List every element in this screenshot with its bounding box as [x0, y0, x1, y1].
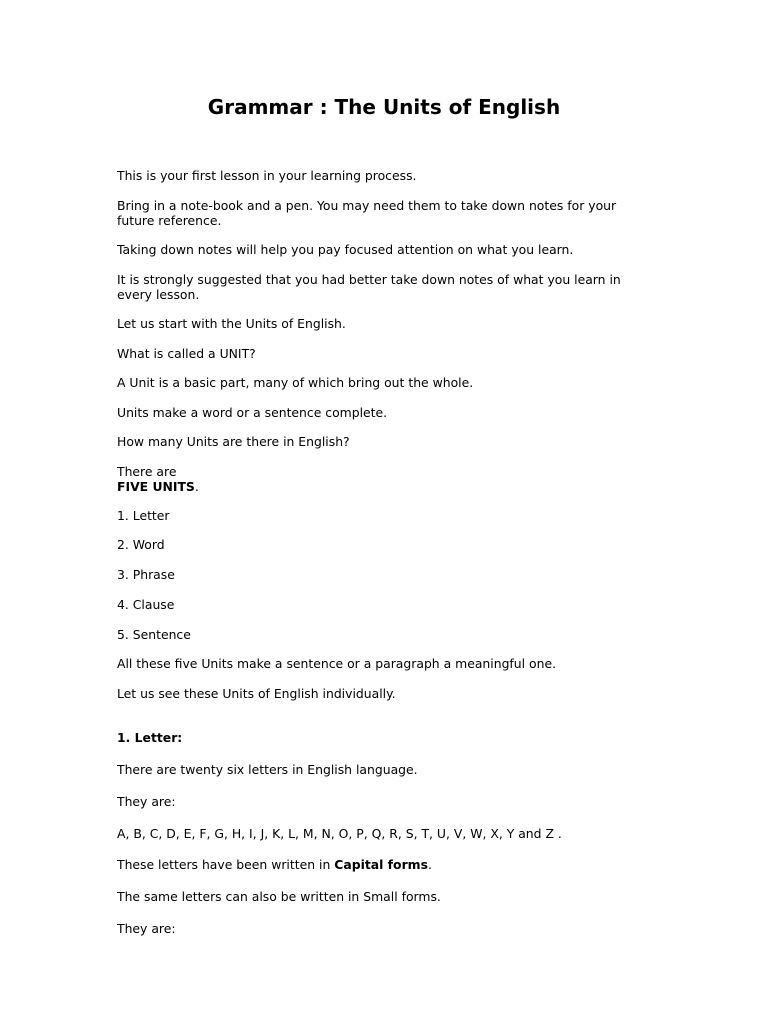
paragraph-there-are-five: [117, 464, 657, 494]
paragraph-line: It is strongly suggested that you had better take down notes of what you learn in: [117, 272, 621, 287]
paragraph-unit-definition: A Unit is a basic part, many of which bring out the whole.: [117, 375, 474, 390]
paragraph-see-individually: Let us see these Units of English individually.: [117, 686, 396, 701]
paragraph-they-are-2: They are:: [117, 921, 176, 936]
paragraph-suggestion: [117, 272, 657, 302]
paragraph-notes-attention: Taking down notes will help you pay focused attention on what you learn.: [117, 242, 574, 257]
paragraph-capital-forms: [117, 857, 657, 872]
paragraph-they-are: They are:: [117, 794, 176, 809]
paragraph-start-units: Let us start with the Units of English.: [117, 316, 346, 331]
paragraph-units-complete: Units make a word or a sentence complete.: [117, 405, 388, 420]
punctuation: .: [194, 479, 199, 494]
paragraph-line: [117, 479, 657, 494]
section-heading-letter: 1. Letter:: [117, 730, 183, 745]
paragraph-five-units-meaning: All these five Units make a sentence or a paragraph a meaningful one.: [117, 656, 557, 671]
paragraph-twenty-six-letters: There are twenty six letters in English language.: [117, 762, 418, 777]
paragraph-line: future reference.: [117, 213, 222, 228]
paragraph-notebook: [117, 198, 657, 228]
page-title: Grammar : The Units of English: [207, 95, 561, 119]
paragraph-line: every lesson.: [117, 287, 200, 302]
list-item-clause: 4. Clause: [117, 597, 175, 612]
list-item-sentence: 5. Sentence: [117, 627, 191, 642]
paragraph-first-lesson: This is your first lesson in your learning process.: [117, 168, 417, 183]
text-run: These letters have been written in: [117, 857, 335, 872]
list-item-letter: 1. Letter: [117, 508, 170, 523]
paragraph-capital-alphabet: A, B, C, D, E, F, G, H, I, J, K, L, M, N, O, P, Q, R, S, T, U, V, W, X, Y and Z .: [117, 826, 562, 841]
paragraph-small-forms: The same letters can also be written in Small forms.: [117, 889, 441, 904]
bold-text-capital-forms: Capital forms: [334, 857, 428, 872]
paragraph-line: There are: [117, 464, 177, 479]
list-item-word: 2. Word: [117, 537, 165, 552]
paragraph-what-is-unit: What is called a UNIT?: [117, 346, 256, 361]
list-item-phrase: 3. Phrase: [117, 567, 175, 582]
bold-text-five-units: FIVE UNITS: [117, 479, 195, 494]
punctuation: .: [427, 857, 432, 872]
paragraph-line: Bring in a note-book and a pen. You may need them to take down notes for your: [117, 198, 617, 213]
paragraph-how-many-units: How many Units are there in English?: [117, 434, 350, 449]
